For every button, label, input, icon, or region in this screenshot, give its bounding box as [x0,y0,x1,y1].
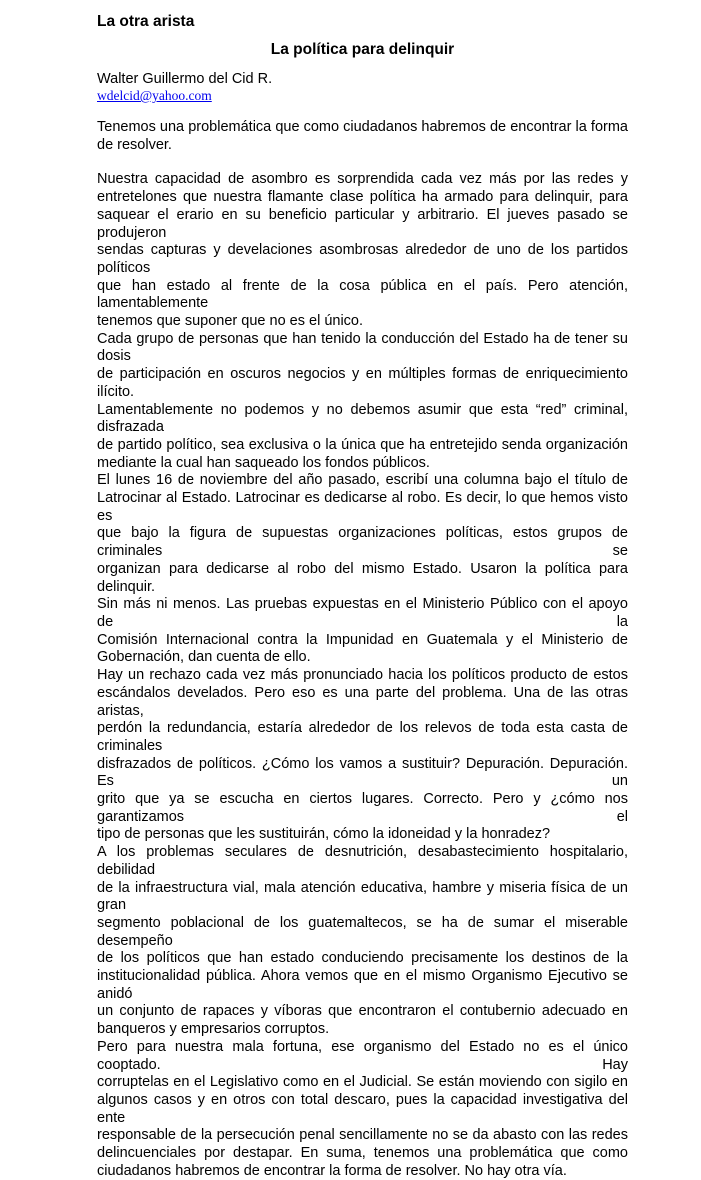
paragraph [97,119,628,154]
text-line: responsable de la persecución penal sencillamente no se da abasto con las redes [97,1127,628,1144]
paragraph [97,844,628,1039]
text-line: disfrazados de políticos. ¿Cómo los vamos a sustituir? Depuración. Depuración. Es un [97,755,628,790]
text-line: escándalos develados. Pero eso es una parte del problema. Una de las otras aristas, [97,684,628,719]
page-title: La otra arista [97,13,195,30]
paragraph [97,171,628,330]
text-line: El lunes 16 de noviembre del año pasado, escribí una columna bajo el título de [97,472,628,489]
paragraph [97,331,628,473]
text-line: mediante la cual han saqueado los fondos públicos. [97,454,430,471]
text-line: ciudadanos habremos de encontrar la forma de resolver. No hay otra vía. [97,1162,567,1179]
article-title: La política para delinquir [270,41,455,58]
text-line: entretelones que nuestra flamante clase política ha armado para delinquir, para [97,189,628,206]
paragraph [97,1039,628,1180]
text-line: delincuenciales por destapar. En suma, tenemos una problemática que como [97,1145,628,1162]
text-line: grito que ya se escucha en ciertos lugares. Correcto. Pero y ¿cómo nos garantizamos el [97,791,628,825]
text-line: Nuestra capacidad de asombro es sorprendida cada vez más por las redes y [97,171,628,188]
text-line: de participación en oscuros negocios y en múltiples formas de enriquecimiento ilícito. [97,366,628,400]
text-line: Gobernación, dan cuenta de ello. [97,649,311,666]
article-body [97,119,628,1180]
paragraph [97,667,628,844]
text-line: de resolver. [97,136,172,153]
text-line: que bajo la figura de supuestas organizaciones políticas, estos grupos de criminales se [97,525,628,560]
text-line: algunos casos y en otros con total descaro, pues la capacidad investigativa del ente [97,1091,628,1126]
text-line: institucionalidad pública. Ahora vemos que en el mismo Organismo Ejecutivo se anidó [97,968,628,1002]
text-line: un conjunto de rapaces y víboras que encontraron el contubernio adecuado en [97,1003,628,1020]
text-line: que han estado al frente de la cosa pública en el país. Pero atención, lamentablemente [97,277,628,312]
text-line: sendas capturas y develaciones asombrosas alrededor de uno de los partidos políticos [97,242,628,276]
text-line: Comisión Internacional contra la Impunidad en Guatemala y el Ministerio de [97,631,628,648]
text-line: de los políticos que han estado conduciendo precisamente los destinos de la [97,950,628,967]
text-line: tenemos que suponer que no es el único. [97,313,364,330]
text-line: Sin más ni menos. Las pruebas expuestas en el Ministerio Público con el apoyo de la [97,596,628,630]
text-line: corruptelas en el Legislativo como en el Judicial. Se están moviendo con sigilo en [97,1074,628,1091]
text-line: organizan para dedicarse al robo del mismo Estado. Usaron la política para delinquir. [97,560,628,595]
author-email-row [97,88,628,104]
text-line: de la infraestructura vial, mala atención educativa, hambre y miseria física de un gran [97,879,628,914]
text-line: Lamentablemente no podemos y no debemos asumir que esta “red” criminal, disfrazada [97,401,628,436]
text-line: Hay un rechazo cada vez más pronunciado hacia los políticos producto de estos [97,667,628,684]
text-line: A los problemas seculares de desnutrición, desabastecimiento hospitalario, debilidad [97,844,628,878]
text-line: Cada grupo de personas que han tenido la conducción del Estado ha de tener su dosis [97,330,628,365]
text-line: saquear el erario en su beneficio particular y arbitrario. El jueves pasado se produjeron [97,206,628,241]
text-line: perdón la redundancia, estaría alrededor de los relevos de toda esta casta de criminales [97,720,628,754]
text-line: banqueros y empresarios corruptos. [97,1021,330,1038]
text-line: tipo de personas que les sustituirán, cómo la idoneidad y la honradez? [97,826,551,843]
paragraph [97,472,628,667]
author-name: Walter Guillermo del Cid R. [97,71,273,87]
text-line: segmento poblacional de los guatemaltecos, se ha de sumar el miserable desempeño [97,914,628,949]
text-line: Pero para nuestra mala fortuna, ese organismo del Estado no es el único cooptado. Hay [97,1038,628,1073]
text-line: Latrocinar al Estado. Latrocinar es dedicarse al robo. Es decir, lo que hemos visto es [97,490,628,524]
text-line: Tenemos una problemática que como ciudadanos habremos de encontrar la forma [97,119,628,135]
author-email-link[interactable]: wdelcid@yahoo.com [97,88,212,103]
text-line: de partido político, sea exclusiva o la única que ha entretejido senda organización [97,436,628,453]
